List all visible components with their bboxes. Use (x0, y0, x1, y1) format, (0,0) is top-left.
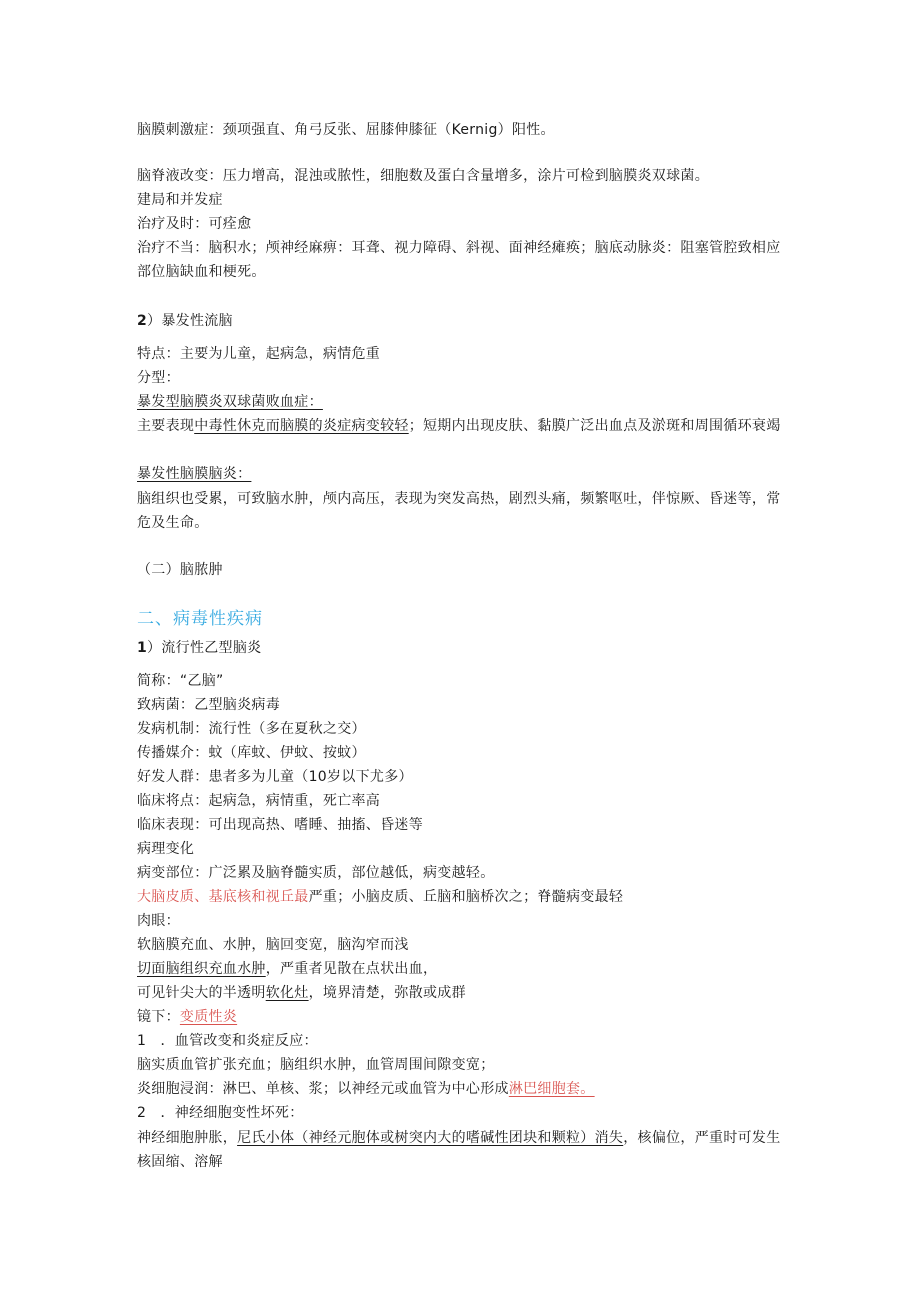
section-number: 1 (137, 640, 148, 656)
text-run: 镜下： (137, 1009, 180, 1025)
section-fulminant-title (137, 311, 233, 331)
gross-line-3 (137, 983, 466, 1003)
highlighted-text: 变质性炎 (179, 1009, 238, 1025)
improper-treatment-paragraph: 治疗不当：脑积水；颅神经麻痹：耳聋、视力障碍、斜视、面神经瘫痪；脑底动脉炎：阻塞管腔致相应部位脑缺血和梗死。 (137, 240, 781, 280)
highlighted-text: 大脑皮质、基底核和视丘最 (137, 889, 309, 905)
vector-line: 传播媒介：蚊（库蚊、伊蚊、按蚊） (137, 745, 366, 761)
septicemia-type-heading: 暴发型脑膜炎双球菌败血症： (137, 394, 323, 410)
underlined-text: 软化灶 (265, 985, 309, 1001)
brain-abscess-heading: （二）脑脓肿 (137, 562, 223, 578)
gross-heading: 肉眼： (137, 913, 180, 929)
severity-line (137, 887, 623, 907)
lesion-site-line: 病变部位：广泛累及脑脊髓实质，部位越低，病变越轻。 (137, 865, 495, 881)
section-title-text: ）流行性乙型脑炎 (147, 640, 262, 656)
pathology-heading: 病理变化 (137, 841, 195, 857)
vascular-change-heading: 1 ．血管改变和炎症反应： (137, 1033, 318, 1049)
underlined-text: 中毒性休克而脑膜的炎症病变较轻 (194, 418, 409, 434)
text-run: 主要表现 (137, 418, 195, 434)
features-line: 特点：主要为儿童，起病急，病情危重 (137, 346, 381, 362)
section-jbe-title (137, 638, 261, 658)
underlined-text: 切面脑组织充血水肿 (137, 961, 266, 977)
outcome-heading: 建局和并发症 (137, 192, 223, 208)
text-run: 炎细胞浸润：淋巴、单核、浆；以神经元或血管为中心形成 (137, 1081, 509, 1097)
section-number: 2 (137, 313, 148, 329)
clinical-manifestation-line: 临床表现：可出现高热、嗜睡、抽搐、昏迷等 (137, 817, 423, 833)
text-run: ，境界清楚，弥散或成群 (308, 985, 466, 1001)
viral-diseases-heading: 二、病毒性疾病 (137, 609, 263, 629)
neuron-swelling-paragraph (137, 1126, 782, 1174)
underlined-text: 尼氏小体（神经元胞体或树突内大的嗜碱性团块和颗粒）消失 (237, 1130, 624, 1146)
highlighted-text: 淋巴细胞套。 (508, 1081, 595, 1097)
text-run: 严重；小脑皮质、丘脑和脑桥次之；脊髓病变最轻 (308, 889, 624, 905)
mechanism-line: 发病机制：流行性（多在夏秋之交） (137, 721, 366, 737)
clinical-feature-line: 临床将点：起病急，病情重，死亡率高 (137, 793, 381, 809)
text-run: ，严重者见散在点状出血， (265, 961, 438, 977)
gross-line-2 (137, 959, 437, 979)
pathogen-line: 致病菌：乙型脑炎病毒 (137, 697, 280, 713)
text-run: 可见针尖大的半透明 (137, 985, 266, 1001)
abbrev-line: 简称：“乙脑” (137, 673, 224, 689)
neuron-degeneration-heading: 2 ．神经细胞变性坏死： (137, 1105, 304, 1121)
main-manifestation-paragraph (137, 414, 782, 438)
types-line: 分型： (137, 370, 180, 386)
vascular-change-line: 脑实质血管扩张充血；脑组织水肿，血管周围间隙变宽； (137, 1057, 495, 1073)
text-run: ，核偏位，严重时可发生核固缩、溶解 (137, 1130, 781, 1170)
brain-involvement-paragraph: 脑组织也受累，可致脑水肿，颅内高压，表现为突发高热，剧烈头痛，频繁呕吐，伴惊厥、昏迷等，常危及生命。 (137, 491, 781, 531)
inflammatory-infiltration-line (137, 1079, 595, 1099)
text-run: ；短期内出现皮肤、黏膜广泛出血点及淤斑和周围循环衰竭 (408, 418, 781, 434)
population-line: 好发人群：患者多为儿童（10岁以下尤多） (137, 769, 413, 785)
csf-change-line: 脑脊液改变：压力增高，混浊或脓性，细胞数及蛋白含量增多，涂片可检到脑膜炎双球菌。 (137, 168, 709, 184)
gross-line-1: 软脑膜充血、水肿，脑回变宽，脑沟窄而浅 (137, 937, 409, 953)
text-run: 神经细胞肿胀， (137, 1130, 238, 1146)
meningeal-irritation-line: 脑膜刺激症：颈项强直、角弓反张、屈膝伸膝征（Kernig）阳性。 (137, 122, 555, 138)
meningoencephalitis-type-heading: 暴发性脑膜脑炎： (137, 466, 252, 482)
microscopic-heading (137, 1007, 237, 1027)
section-title-text: ）暴发性流脑 (147, 313, 233, 329)
timely-treatment-line: 治疗及时：可痊愈 (137, 216, 252, 232)
